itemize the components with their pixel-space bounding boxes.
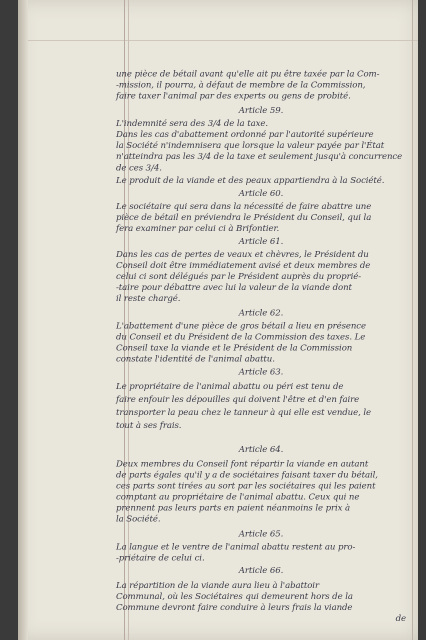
article-heading: Article 64. bbox=[238, 445, 284, 455]
text-line: Communal, où les Sociétaires qui demeurent hors de la bbox=[116, 592, 353, 602]
text-line: celui ci sont délégués par le Président auprès du proprié- bbox=[116, 272, 362, 282]
text-line: prennent pas leurs parts en paient néanmoins le prix à bbox=[116, 504, 351, 514]
text-line: Dans les cas de pertes de veaux et chèvres, le Président du bbox=[116, 250, 369, 260]
right-rule-line bbox=[412, 0, 413, 640]
text-line: n'atteindra pas les 3/4 de la taxe et seulement jusqu'à concurrence bbox=[116, 152, 403, 162]
text-line: la Société. bbox=[116, 515, 161, 525]
article-heading: Article 60. bbox=[238, 189, 284, 199]
top-rule-line bbox=[28, 40, 418, 41]
text-line: transporter la peau chez le tanneur à qui elle est vendue, le bbox=[116, 408, 371, 418]
text-line: comptant au propriétaire de l'animal abattu. Ceux qui ne bbox=[116, 493, 360, 503]
text-line: -mission, il pourra, à défaut de membre de la Commission, bbox=[116, 81, 366, 91]
text-line: Le propriétaire de l'animal abattu ou péri est tenu de bbox=[116, 382, 344, 392]
text-line: -priétaire de celui ci. bbox=[116, 553, 205, 564]
text-line: pièce de bétail en préviendra le Président du Conseil, qui la bbox=[116, 213, 372, 223]
text-line: Le sociétaire qui sera dans la nécessité de faire abattre une bbox=[116, 202, 372, 212]
article-heading: Article 61. bbox=[238, 237, 284, 247]
text-line: Conseil taxe la viande et le Président de la Commission bbox=[116, 344, 353, 354]
text-line: faire enfouir les dépouilles qui doivent l'être et d'en faire bbox=[116, 395, 360, 405]
text-line: Conseil doit être immédiatement avisé et deux membres de bbox=[116, 261, 371, 271]
text-line: Le produit de la viande et des peaux appartiendra à la Société. bbox=[116, 176, 385, 186]
text-line: constate l'identité de l'animal abattu. bbox=[116, 355, 275, 365]
article-heading: Article 65. bbox=[238, 530, 284, 540]
text-line: L'indemnité sera des 3/4 de la taxe. bbox=[116, 119, 268, 129]
text-line: La répartition de la viande aura lieu à l'abattoir bbox=[116, 581, 319, 591]
text-line: tout à ses frais. bbox=[116, 421, 182, 431]
catchword: de bbox=[395, 614, 406, 624]
text-line: la Société n'indemnisera que lorsque la valeur payée par l'État bbox=[116, 141, 385, 151]
handwritten-text-block bbox=[116, 70, 406, 622]
text-line: -taire pour débattre avec lui la valeur de la viande dont bbox=[116, 283, 352, 293]
article-heading: Article 62. bbox=[238, 309, 284, 319]
page-binding bbox=[18, 0, 28, 640]
text-line: Deux membres du Conseil font répartir la viande en autant bbox=[116, 460, 369, 470]
text-line: Commune devront faire conduire à leurs frais la viande bbox=[116, 603, 353, 613]
text-line: de parts égales qu'il y a de sociétaires faisant taxer du bétail, bbox=[116, 471, 378, 481]
text-line: L'abattement d'une pièce de gros bétail a lieu en présence bbox=[116, 322, 366, 332]
article-heading: Article 66. bbox=[238, 566, 284, 576]
text-line: de ces 3/4. bbox=[116, 163, 162, 174]
text-line: Dans les cas d'abattement ordonné par l'autorité supérieure bbox=[116, 130, 374, 140]
article-heading: Article 59. bbox=[238, 106, 284, 116]
article-heading: Article 63. bbox=[238, 368, 284, 378]
text-line: du Conseil et du Président de la Commission des taxes. Le bbox=[116, 333, 366, 343]
text-line: faire taxer l'animal par des experts ou gens de probité. bbox=[116, 92, 351, 102]
text-line: fera examiner par celui ci à Brifontier. bbox=[116, 224, 280, 234]
text-line: une pièce de bétail avant qu'elle ait pu être taxée par la Com- bbox=[116, 70, 380, 80]
text-line: il reste chargé. bbox=[116, 294, 181, 304]
text-line: ces parts sont tirées au sort par les sociétaires qui les paient bbox=[116, 482, 376, 492]
text-line: La langue et le ventre de l'animal abattu restent au pro- bbox=[116, 542, 356, 553]
